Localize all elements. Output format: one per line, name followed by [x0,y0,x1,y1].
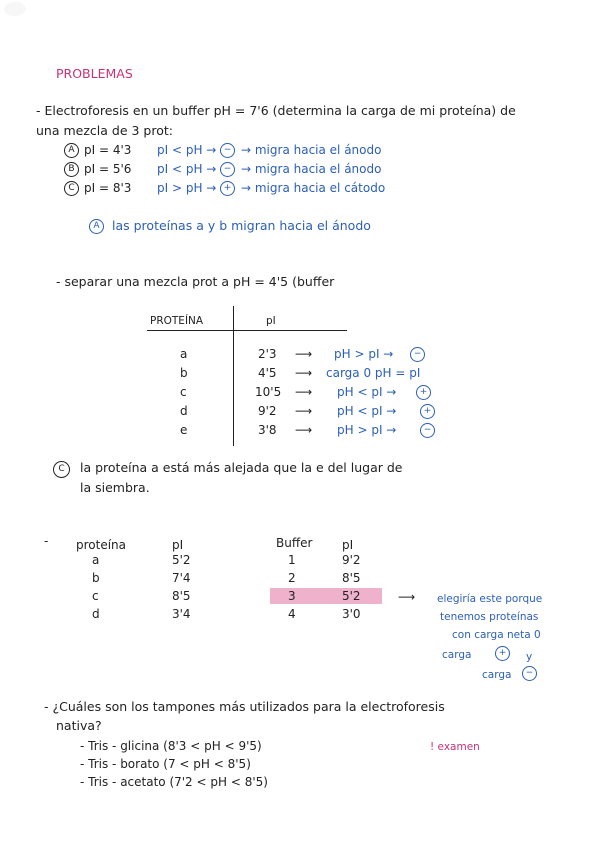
header-buffer: Buffer [276,536,313,550]
header-pi-buffer: pI [342,538,354,552]
problem3-dash: - [44,534,49,548]
minus-charge-icon: − [410,347,425,362]
note-line: tenemos proteínas [440,611,539,623]
protein-cell: e [180,423,188,437]
protein-cell: c [92,589,99,603]
protein-cell: a [180,347,188,361]
result-cell: pH > pI → [337,423,397,437]
header-protein: proteína [76,538,127,552]
buffer-pi-cell: 8'5 [342,571,361,585]
result: → migra hacia el cátodo [241,181,386,195]
arrow: ⟶ [295,385,313,399]
buffer-item: - Tris - acetato (7'2 < pH < 8'5) [80,775,268,789]
note-line: con carga neta 0 [452,629,541,641]
question-line1: - ¿Cuáles son los tampones más utilizados para la electroforesis [44,699,445,714]
pi-cell: 9'2 [258,404,277,418]
buffer-pi-cell: 9'2 [342,553,361,567]
result-cell: pH > pI → [334,347,394,361]
pi-cell: 4'5 [258,366,277,380]
pi-cell: 5'2 [172,553,191,567]
pi-cell: 8'5 [172,589,191,603]
protein-cell: c [180,385,187,399]
pi-cell: 10'5 [255,385,282,399]
condition: pI < pH → [157,143,217,157]
buffer-cell: 4 [288,607,296,621]
table-header-pi: pI [266,315,276,327]
note-arrow: ⟶ [398,590,416,604]
exam-note: ! examen [430,741,480,753]
table-header-protein: PROTEÍNA [150,315,204,327]
pi-cell: 2'3 [258,347,277,361]
result: → migra hacia el ánodo [241,162,382,176]
arrow: ⟶ [295,404,313,418]
protein-cell: a [92,553,100,567]
problem1-line2: una mezcla de 3 prot: [36,123,173,138]
circled-letter: A [89,219,104,234]
answer-text: las proteínas a y b migran hacia el ánodo [112,218,371,233]
pi-value: pI = 8'3 [84,181,132,195]
minus-charge-icon: − [522,666,537,681]
protein-cell: d [92,607,100,621]
header-pi: pI [172,538,184,552]
highlight-buffer-3 [270,588,382,604]
page-title: PROBLEMAS [56,66,133,81]
protein-cell: b [92,571,100,585]
table-rule-horizontal [147,330,347,331]
answer-line2: la siembra. [80,480,150,495]
protein-cell: d [180,404,188,418]
corner-mark [4,2,26,16]
result-cell: pH < pI → [337,385,397,399]
result-cell: pH < pI → [337,404,397,418]
arrow: ⟶ [295,423,313,437]
pi-cell: 3'8 [258,423,277,437]
arrow: ⟶ [295,366,313,380]
buffer-cell: 3 [288,589,296,603]
arrow: ⟶ [295,347,313,361]
buffer-cell: 1 [288,553,296,567]
protein-cell: b [180,366,188,380]
note-line: y [526,651,533,663]
pi-value: pI = 5'6 [84,162,132,176]
buffer-item: - Tris - glicina (8'3 < pH < 9'5) [80,739,262,753]
table-rule-vertical [233,306,234,446]
pi-cell: 7'4 [172,571,191,585]
buffer-pi-cell: 3'0 [342,607,361,621]
pi-value: pI = 4'3 [84,143,132,157]
condition: pI < pH → [157,162,217,176]
buffer-pi-cell: 5'2 [342,589,361,603]
buffer-cell: 2 [288,571,296,585]
circled-letter: B [64,162,79,177]
plus-charge-icon: + [416,385,431,400]
problem1-line1: - Electroforesis en un buffer pH = 7'6 (determina la carga de mi proteína) de [36,103,516,118]
pi-cell: 3'4 [172,607,191,621]
note-line: carga [482,669,512,681]
circled-letter: A [64,143,79,158]
plus-charge-icon: + [495,646,510,661]
note-line: elegiría este porque [437,593,543,605]
minus-charge-icon: − [220,162,235,177]
buffer-item: - Tris - borato (7 < pH < 8'5) [80,757,251,771]
result-cell: carga 0 pH = pI [326,366,421,380]
circled-letter: C [64,181,79,196]
minus-charge-icon: − [220,143,235,158]
note-line: carga [442,649,472,661]
minus-charge-icon: − [420,423,435,438]
problem2-intro: - separar una mezcla prot a pH = 4'5 (buffer [56,274,335,289]
condition: pI > pH → [157,181,217,195]
plus-charge-icon: + [420,404,435,419]
question-line2: nativa? [56,718,102,733]
result: → migra hacia el ánodo [241,143,382,157]
answer-line1: la proteína a está más alejada que la e del lugar de [80,460,403,475]
circled-letter: C [53,461,70,478]
plus-charge-icon: + [220,181,235,196]
